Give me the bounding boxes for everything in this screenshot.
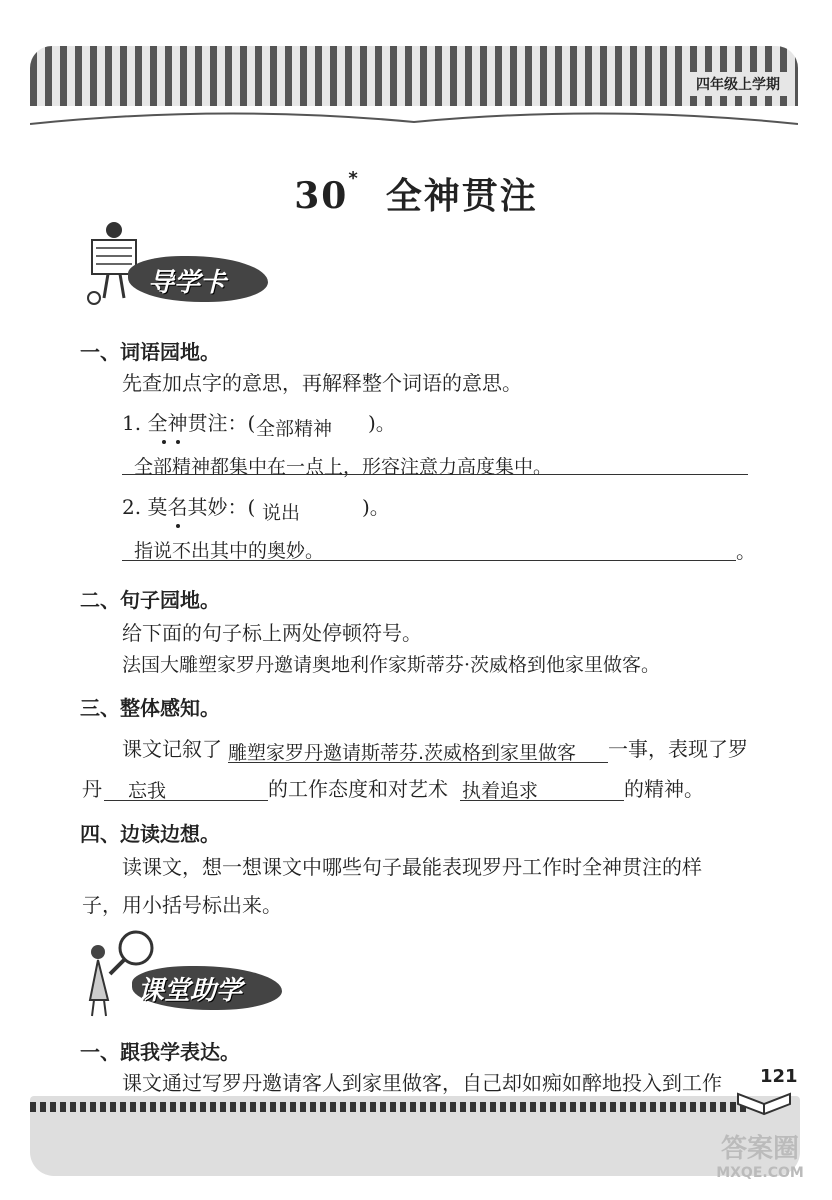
s3-answer-main[interactable]: 雕塑家罗丹邀请斯蒂芬.茨威格到家里做客 <box>228 742 577 764</box>
guide-card-banner <box>78 218 278 308</box>
lesson-mark: * <box>348 168 360 189</box>
book-icon <box>734 1086 794 1120</box>
section-2-heading: 二、句子园地。 <box>80 588 220 612</box>
section-4-heading: 四、边读边想。 <box>80 822 220 846</box>
q2-prefix: 2. 莫名其妙：( <box>122 495 256 519</box>
s3-line1-prefix: 课文记叙了 <box>122 737 222 761</box>
q2-period: 。 <box>736 539 756 563</box>
s3-line2-suffix: 的精神。 <box>624 777 704 801</box>
answer-line <box>122 560 736 561</box>
q1-answer[interactable]: 全部精神 <box>256 418 333 440</box>
s3-line1-suffix: 一事，表现了罗 <box>608 737 748 761</box>
q1-line-answer[interactable]: 全部精神都集中在一点上，形容注意力高度集中。 <box>134 456 553 478</box>
emphasis-dot <box>162 440 166 444</box>
section-2-sentence: 法国大雕塑家罗丹邀请奥地利作家斯蒂芬·茨威格到他家里做客。 <box>122 654 661 676</box>
watermark-line2: MXQE.COM <box>716 1165 804 1181</box>
header-banner <box>30 46 798 106</box>
answer-line <box>228 762 608 763</box>
section-4-line1: 读课文，想一想课文中哪些句子最能表现罗丹工作时全神贯注的样 <box>122 855 702 879</box>
page-number: 121 <box>760 1066 798 1087</box>
q1-suffix: )。 <box>368 411 396 435</box>
section-1-heading: 一、词语园地。 <box>80 340 220 364</box>
s3-line2-mid: 的工作态度和对艺术 <box>268 777 448 801</box>
s3-answer-1[interactable]: 忘我 <box>128 780 167 802</box>
section-5-line1: 课文通过写罗丹邀请客人到家里做客，自己却如痴如醉地投入到工作 <box>122 1071 722 1095</box>
s3-answer-2[interactable]: 执着追求 <box>462 780 539 802</box>
s3-line2-prefix: 丹 <box>82 777 102 801</box>
watermark <box>700 1128 820 1181</box>
q2-answer[interactable]: 说出 <box>262 502 301 524</box>
q1-prefix: 1. 全神贯注：( <box>122 411 256 435</box>
class-help-label: 课堂助学 <box>138 976 243 1006</box>
lesson-title-text: 全神贯注 <box>385 176 538 217</box>
grade-label: 四年级上学期 <box>688 72 788 96</box>
guide-card-label: 导学卡 <box>148 268 227 298</box>
answer-line <box>122 474 748 475</box>
section-3-heading: 三、整体感知。 <box>80 696 220 720</box>
answer-line <box>104 800 268 801</box>
watermark-line1: 答案圈 <box>720 1134 799 1164</box>
emphasis-dot <box>176 440 180 444</box>
emphasis-dot <box>176 524 180 528</box>
header-decoration <box>30 104 798 130</box>
footer-dash <box>30 1102 750 1112</box>
lesson-title <box>0 168 832 219</box>
answer-line <box>460 800 624 801</box>
q2-suffix: )。 <box>362 495 390 519</box>
class-help-banner <box>78 930 278 1020</box>
section-1-instruction: 先查加点字的意思，再解释整个词语的意思。 <box>122 371 522 395</box>
section-5-heading: 一、跟我学表达。 <box>80 1040 240 1064</box>
q2-line-answer[interactable]: 指说不出其中的奥妙。 <box>134 540 325 562</box>
section-2-instruction: 给下面的句子标上两处停顿符号。 <box>122 621 422 645</box>
lesson-number: 30 <box>294 175 349 217</box>
section-4-line2: 子，用小括号标出来。 <box>82 893 282 917</box>
